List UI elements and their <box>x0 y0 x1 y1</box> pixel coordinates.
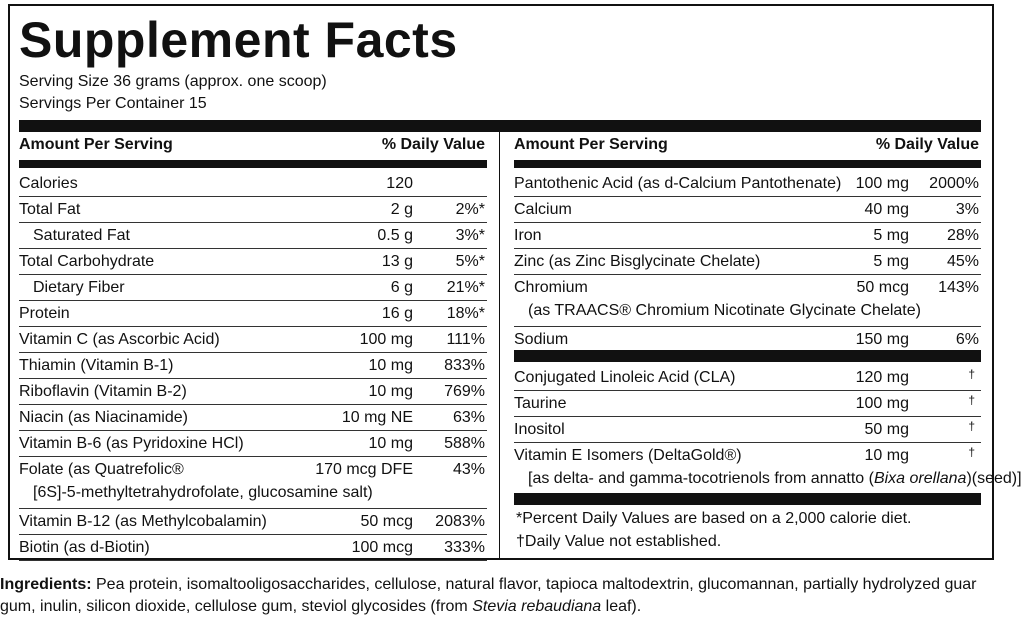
nutrient-amount: 170 mcg DFE <box>315 461 413 478</box>
table-row <box>19 534 487 561</box>
ingredients-text-2: leaf). <box>601 598 642 615</box>
nutrient-amount: 50 mcg <box>360 513 413 530</box>
table-row <box>19 274 487 301</box>
nutrient-amount: 10 mg <box>368 435 413 452</box>
nutrient-daily-value: 2%* <box>455 201 485 218</box>
nutrient-amount: 10 mg <box>864 447 909 464</box>
table-row <box>19 248 487 275</box>
nutrient-amount: 150 mg <box>855 331 909 348</box>
nutrient-source <box>528 470 1022 488</box>
column-divider <box>499 130 500 560</box>
nutrient-daily-value: 111% <box>446 331 485 348</box>
table-row <box>19 404 487 431</box>
nutrient-daily-value: 63% <box>452 409 485 426</box>
nutrient-daily-value: † <box>968 419 975 433</box>
right-header-amount: Amount Per Serving <box>514 136 668 153</box>
nutrient-name: Chromium <box>514 279 588 296</box>
nutrient-amount: 10 mg <box>368 357 413 374</box>
nutrient-name: Niacin (as Niacinamide) <box>19 409 188 426</box>
table-row <box>514 248 981 275</box>
nutrient-name: Taurine <box>514 395 567 412</box>
nutrient-name: Dietary Fiber <box>33 279 125 296</box>
nutrient-amount: 100 mg <box>855 395 909 412</box>
nutrient-name: Total Carbohydrate <box>19 253 155 270</box>
nutrient-name: Protein <box>19 305 70 322</box>
table-row <box>19 196 487 223</box>
left-header-amount: Amount Per Serving <box>19 136 173 153</box>
nutrient-name: Zinc (as Zinc Bisglycinate Chelate) <box>514 253 761 270</box>
nutrient-source: (as TRAACS® Chromium Nicotinate Glycinate Chelate) <box>528 302 921 319</box>
nutrient-name: Iron <box>514 227 542 244</box>
nutrient-daily-value: 21%* <box>446 279 485 296</box>
table-row <box>514 274 981 327</box>
nutrient-source-end: )(seed)] <box>966 470 1022 487</box>
nutrient-daily-value: † <box>968 445 975 459</box>
nutrient-name: Pantothenic Acid (as d-Calcium Pantothenate) <box>514 175 842 192</box>
nutrient-amount: 40 mg <box>864 201 909 218</box>
nutrient-daily-value: 18%* <box>446 305 485 322</box>
nutrient-name: Total Fat <box>19 201 81 218</box>
nutrient-source-text: [as delta- and gamma-tocotrienols from annatto ( <box>528 470 874 487</box>
nutrient-amount: 0.5 g <box>377 227 413 244</box>
right-bottom-rule <box>514 493 981 505</box>
nutrient-amount: 50 mg <box>864 421 909 438</box>
nutrient-name: Riboflavin (Vitamin B-2) <box>19 383 187 400</box>
nutrient-daily-value: 333% <box>444 539 485 556</box>
footnote-not-established: †Daily Value not established. <box>516 533 722 550</box>
nutrient-amount: 10 mg NE <box>341 409 413 426</box>
right-header <box>514 130 981 158</box>
nutrient-amount: 100 mg <box>359 331 413 348</box>
nutrient-amount: 100 mg <box>855 175 909 192</box>
nutrient-name: Biotin (as d-Biotin) <box>19 539 150 556</box>
nutrient-daily-value: 5%* <box>455 253 485 270</box>
nutrient-name: Calories <box>19 175 78 192</box>
table-row <box>514 364 981 391</box>
right-mid-rule <box>514 350 981 362</box>
nutrient-source-italic: Bixa orellana <box>873 470 967 487</box>
left-header-rule <box>19 160 487 168</box>
nutrient-daily-value: † <box>968 367 975 381</box>
table-row <box>19 378 487 405</box>
nutrient-amount: 2 g <box>390 201 413 218</box>
table-row <box>514 416 981 443</box>
nutrient-daily-value: 3% <box>955 201 979 218</box>
nutrient-daily-value: 769% <box>444 383 485 400</box>
nutrient-daily-value: 6% <box>955 331 979 348</box>
nutrient-amount: 50 mcg <box>856 279 909 296</box>
nutrient-amount: 120 mg <box>855 369 909 386</box>
nutrient-name: Vitamin B-6 (as Pyridoxine HCl) <box>19 435 244 452</box>
nutrient-daily-value: 28% <box>946 227 979 244</box>
table-row <box>19 352 487 379</box>
nutrient-daily-value: 43% <box>452 461 485 478</box>
table-row <box>19 430 487 457</box>
nutrient-daily-value: 45% <box>946 253 979 270</box>
table-row <box>19 326 487 353</box>
ingredients-label: Ingredients: <box>0 576 92 593</box>
nutrient-amount: 100 mcg <box>351 539 413 556</box>
table-row <box>19 170 487 197</box>
ingredients-italic: Stevia rebaudiana <box>472 598 602 615</box>
ingredients-text-1: Pea protein, isomaltooligosaccharides, cellulose, natural flavor, tapioca maltodextrin, glucomannan, partially hydrolyzed guar gum, inulin, silicon dioxide, cellulose gum, steviol glycosides (from <box>0 576 977 615</box>
table-row <box>514 326 981 353</box>
table-row <box>19 300 487 327</box>
nutrient-daily-value: 833% <box>444 357 485 374</box>
nutrient-name: Thiamin (Vitamin B-1) <box>19 357 174 374</box>
nutrient-name: Folate (as Quatrefolic® <box>19 461 184 478</box>
nutrient-name: Vitamin E Isomers (DeltaGold®) <box>514 447 742 464</box>
nutrient-daily-value: 143% <box>938 279 979 296</box>
nutrient-daily-value: † <box>968 393 975 407</box>
left-header-dv: % Daily Value <box>381 136 485 153</box>
table-row <box>514 442 1022 495</box>
nutrient-name: Conjugated Linoleic Acid (CLA) <box>514 369 736 386</box>
nutrient-name: Calcium <box>514 201 572 218</box>
nutrient-daily-value: 2000% <box>929 175 979 192</box>
right-header-rule <box>514 160 981 168</box>
nutrient-name: Saturated Fat <box>33 227 130 244</box>
nutrient-amount: 5 mg <box>873 227 909 244</box>
nutrient-daily-value: 2083% <box>435 513 485 530</box>
table-row <box>514 390 981 417</box>
nutrient-amount: 5 mg <box>873 253 909 270</box>
serving-size: Serving Size 36 grams (approx. one scoop) <box>19 73 327 90</box>
table-row <box>19 456 487 509</box>
table-row <box>514 170 981 197</box>
nutrient-name: Inositol <box>514 421 565 438</box>
table-row <box>19 508 487 535</box>
page-title: Supplement Facts <box>19 12 458 68</box>
nutrient-name: Vitamin B-12 (as Methylcobalamin) <box>19 513 267 530</box>
footnote-daily-values: *Percent Daily Values are based on a 2,000 calorie diet. <box>516 510 912 527</box>
table-row <box>514 196 981 223</box>
left-column <box>19 0 487 560</box>
nutrient-amount: 10 mg <box>368 383 413 400</box>
nutrient-name: Sodium <box>514 331 569 348</box>
servings-per-container: Servings Per Container 15 <box>19 95 207 112</box>
nutrient-amount: 13 g <box>381 253 413 270</box>
table-row <box>514 222 981 249</box>
nutrient-amount: 120 <box>386 175 413 192</box>
nutrient-amount: 6 g <box>390 279 413 296</box>
table-row <box>19 222 487 249</box>
ingredients <box>0 574 1000 618</box>
nutrient-amount: 16 g <box>381 305 413 322</box>
right-header-dv: % Daily Value <box>875 136 979 153</box>
nutrient-daily-value: 588% <box>444 435 485 452</box>
nutrient-daily-value: 3%* <box>455 227 485 244</box>
nutrient-source: [6S]-5-methyltetrahydrofolate, glucosamine salt) <box>33 484 373 501</box>
right-column <box>514 0 1022 560</box>
left-header <box>19 130 487 158</box>
nutrient-name: Vitamin C (as Ascorbic Acid) <box>19 331 220 348</box>
